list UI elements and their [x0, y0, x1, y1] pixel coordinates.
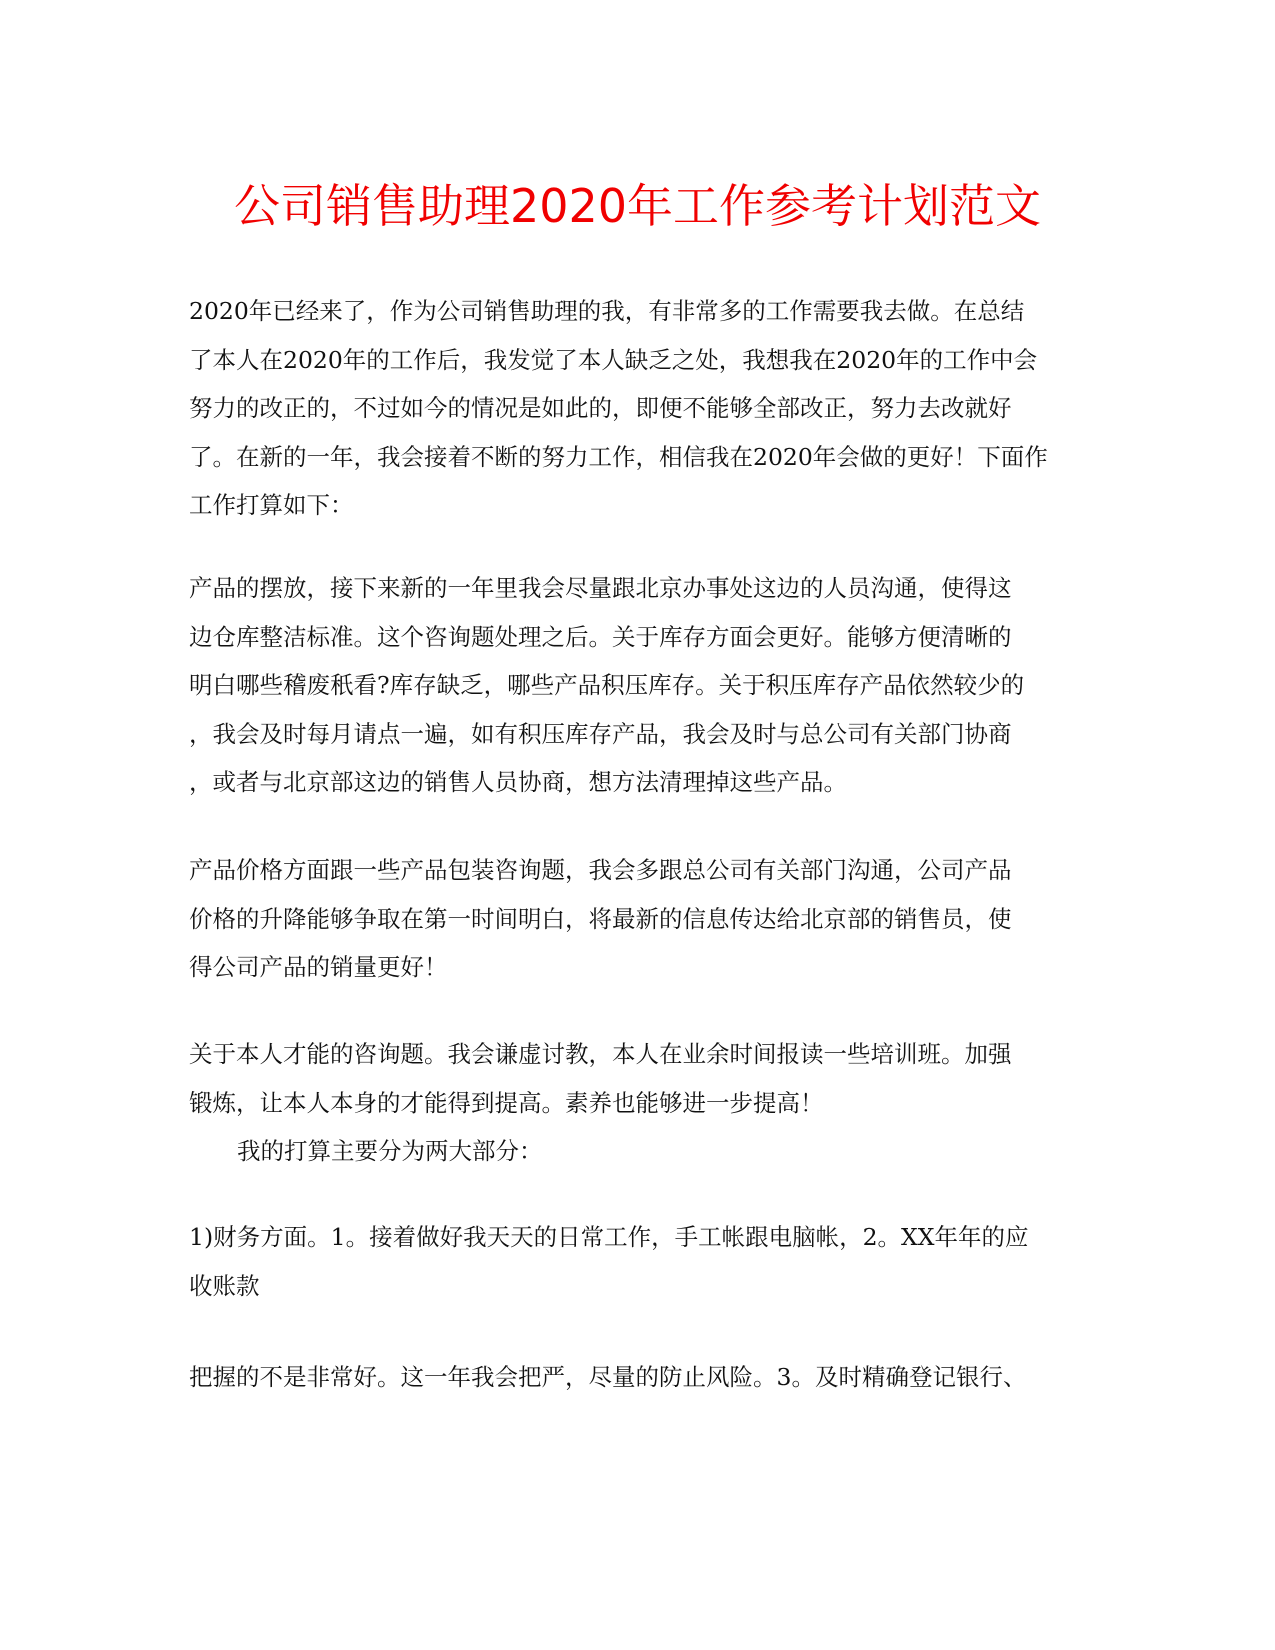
paragraph-line: 关于本人才能的咨询题。我会谦虚讨教，本人在业余时间报读一些培训班。加强: [189, 1040, 1012, 1068]
paragraph-line: 了。在新的一年，我会接着不断的努力工作，相信我在2020年会做的更好！下面作: [189, 442, 1048, 471]
paragraph-line: 了本人在2020年的工作后，我发觉了本人缺乏之处，我想我在2020年的工作中会: [189, 345, 1038, 374]
paragraph-line: 2020年已经来了，作为公司销售助理的我，有非常多的工作需要我去做。在总结: [189, 297, 1025, 325]
paragraph-skills: [189, 1030, 1069, 1176]
paragraph-line-indented: 我的打算主要分为两大部分：: [237, 1137, 543, 1165]
paragraph-line: ，或者与北京部这边的销售人员协商，想方法清理掉这些产品。: [189, 768, 847, 796]
paragraph-line: 明白哪些稽废秖看?库存缺乏，哪些产品积压库存。关于积压库存产品依然较少的: [189, 671, 1025, 699]
paragraph-line: ，我会及时每月请点一遍，如有积压库存产品，我会及时与总公司有关部门协商: [189, 719, 1012, 748]
paragraph-line: 工作打算如下：: [189, 491, 354, 519]
paragraph-product-placement: [189, 564, 1069, 807]
paragraph-finance: [189, 1213, 1069, 1310]
paragraph-intro: [189, 287, 1069, 530]
document-title: 公司销售助理2020年工作参考计划范文: [233, 179, 1042, 233]
paragraph-line: 边仓库整洁标准。这个咨询题处理之后。关于库存方面会更好。能够方便清晰的: [189, 622, 1012, 651]
paragraph-line: 1)财务方面。1。接着做好我天天的日常工作，手工帐跟电脑帐，2。XX年年的应: [189, 1223, 1029, 1251]
paragraph-line: 得公司产品的销量更好！: [189, 953, 448, 981]
paragraph-pricing: [189, 846, 1069, 992]
paragraph-line: 努力的改正的，不过如今的情况是如此的，即便不能够全部改正，努力去改就好: [189, 394, 1012, 422]
paragraph-line: 收账款: [189, 1271, 260, 1300]
paragraph-line: 把握的不是非常好。这一年我会把严，尽量的防止风险。3。及时精确登记银行、: [189, 1363, 1027, 1391]
paragraph-receivables: [189, 1353, 1069, 1402]
paragraph-line: 价格的升降能够争取在第一时间明白，将最新的信息传达给北京部的销售员，使: [189, 904, 1012, 933]
paragraph-line: 产品的摆放，接下来新的一年里我会尽量跟北京办事处这边的人员沟通，使得这: [189, 574, 1012, 602]
paragraph-line: 锻炼，让本人本身的才能得到提高。素养也能够进一步提高！: [189, 1088, 824, 1117]
paragraph-line: 产品价格方面跟一些产品包装咨询题，我会多跟总公司有关部门沟通，公司产品: [189, 856, 1012, 884]
